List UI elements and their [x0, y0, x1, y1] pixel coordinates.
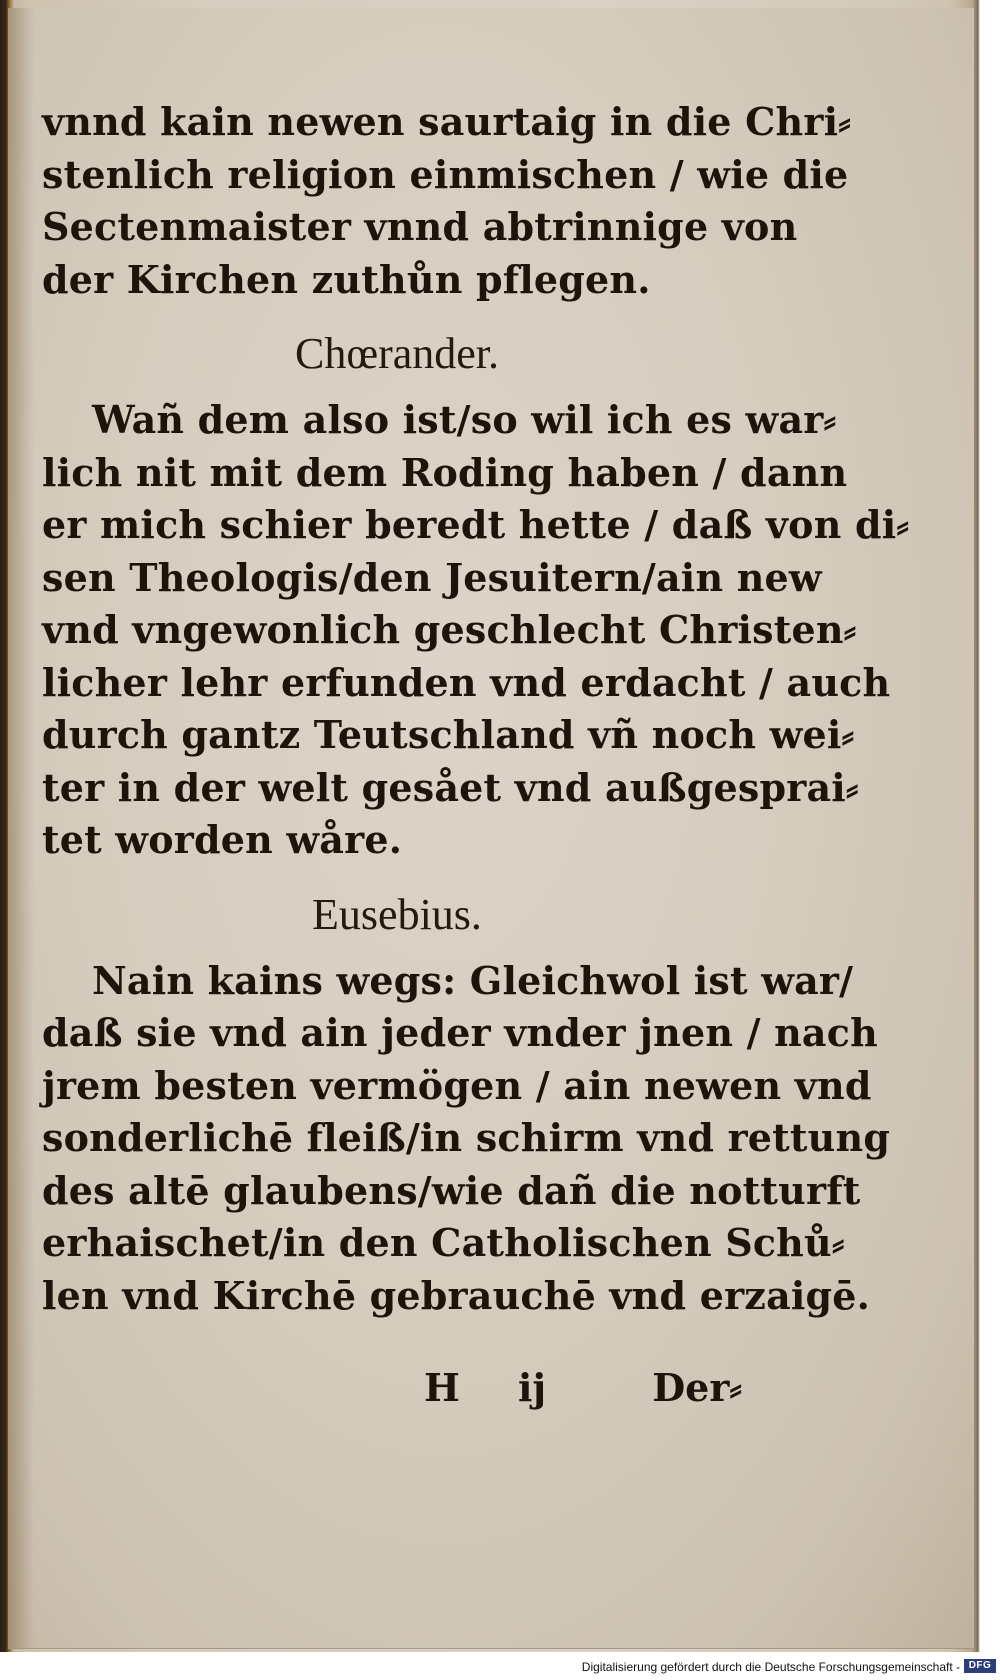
- text-line: vnd vngewonlich geschlecht Christen⸗: [42, 607, 857, 652]
- text-line: vnnd kain newen saurtaig in die Chri⸗: [42, 99, 852, 144]
- speech-eusebius: [42, 955, 891, 1323]
- leaf-number: ij: [518, 1365, 547, 1410]
- dfg-logo: DFG: [964, 1659, 996, 1673]
- text-line: Wañ dem also ist/so wil ich es war⸗: [92, 397, 837, 442]
- speaker-heading-eusebius: Eusebius.: [312, 889, 482, 939]
- opening-paragraph: [42, 96, 852, 306]
- text-line: er mich schier beredt hette / daß von di⸗: [42, 502, 910, 547]
- digitization-footer: [0, 1652, 1000, 1680]
- text-line: jrem besten vermögen / ain newen vnd: [42, 1062, 872, 1108]
- speaker-heading-choerander: Chœrander.: [294, 329, 500, 378]
- text-line: der Kirchen zuthůn pflegen.: [42, 256, 651, 302]
- signature-mark: H: [424, 1365, 460, 1410]
- speech-choerander: [42, 394, 910, 867]
- text-line: Nain kains wegs: Gleichwol ist war/: [92, 957, 854, 1003]
- text-line: sonderlichē fleiß/in schirm vnd rettung: [42, 1115, 891, 1160]
- page-text-block: [42, 96, 910, 1322]
- text-line: sen Theologis/den Jesuitern/ain new: [42, 554, 822, 600]
- text-line: Sectenmaister vnnd abtrinnige von: [42, 204, 798, 249]
- text-line: durch gantz Teutschland vñ noch wei⸗: [42, 712, 855, 757]
- text-line: ter in der welt gesået vnd außgesprai⸗: [42, 764, 859, 810]
- catchword: Der⸗: [652, 1365, 742, 1410]
- text-line: stenlich religion einmischen / wie die: [42, 151, 849, 197]
- text-line: daß sie vnd ain jeder vnder jnen / nach: [42, 1010, 878, 1055]
- funding-credit: Digitalisierung gefördert durch die Deutsche Forschungsgemeinschaft -: [581, 1660, 960, 1674]
- text-line: tet worden wåre.: [42, 817, 403, 862]
- signature-line: [42, 1365, 752, 1415]
- text-line: erhaischet/in den Catholischen Schů⸗: [42, 1220, 845, 1265]
- page-binding-edge: [8, 8, 34, 1648]
- text-line: licher lehr erfunden vnd erdacht / auch: [42, 659, 891, 705]
- text-line: len vnd Kirchē gebrauchē vnd erzaigē.: [42, 1272, 871, 1318]
- text-line: des altē glaubens/wie dañ die notturft: [42, 1167, 861, 1213]
- text-line: lich nit mit dem Roding haben / dann: [42, 449, 848, 495]
